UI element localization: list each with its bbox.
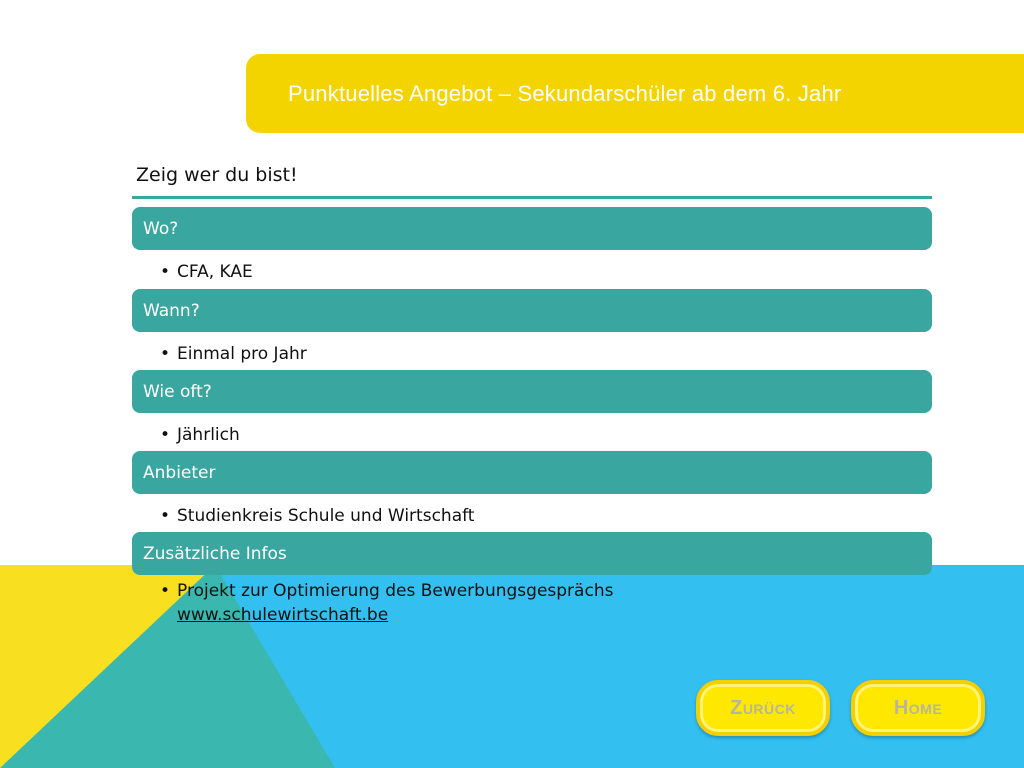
bullet-icon: • <box>160 262 171 282</box>
list-item-text: Studienkreis Schule und Wirtschaft <box>177 506 475 526</box>
divider <box>132 196 932 199</box>
section-header: Wo? <box>132 207 932 250</box>
home-button[interactable] <box>851 680 985 736</box>
section-subtitle: Zeig wer du bist! <box>136 164 298 186</box>
list-item <box>160 260 932 284</box>
list-item-text: Einmal pro Jahr <box>177 344 307 364</box>
section-header: Wie oft? <box>132 370 932 413</box>
info-section-when <box>132 289 932 366</box>
title-banner <box>246 54 1024 133</box>
info-section-provider <box>132 451 932 528</box>
list-item <box>160 504 932 528</box>
list-item-text: Jährlich <box>177 425 240 445</box>
bullet-icon: • <box>160 425 171 445</box>
list-item <box>160 342 932 366</box>
section-header: Anbieter <box>132 451 932 494</box>
bullet-icon: • <box>160 344 171 364</box>
info-section-where <box>132 207 932 284</box>
bullet-icon: • <box>160 506 171 526</box>
info-section-frequency <box>132 370 932 447</box>
website-link[interactable]: www.schulewirtschaft.be <box>177 605 389 625</box>
back-button[interactable] <box>696 680 830 736</box>
page-title: Punktuelles Angebot – Sekundarschüler ab dem 6. Jahr <box>288 80 842 106</box>
section-header: Zusätzliche Infos <box>132 532 932 575</box>
back-button-label: Zurück <box>730 696 796 719</box>
home-button-label: Home <box>893 696 943 719</box>
list-item <box>160 423 932 447</box>
list-item-text: CFA, KAE <box>177 262 253 282</box>
bullet-icon: • <box>160 581 171 601</box>
section-header: Wann? <box>132 289 932 332</box>
list-item-text: Projekt zur Optimierung des Bewerbungsgesprächs <box>177 581 614 601</box>
list-item <box>160 579 932 627</box>
info-section-extra <box>132 532 932 627</box>
